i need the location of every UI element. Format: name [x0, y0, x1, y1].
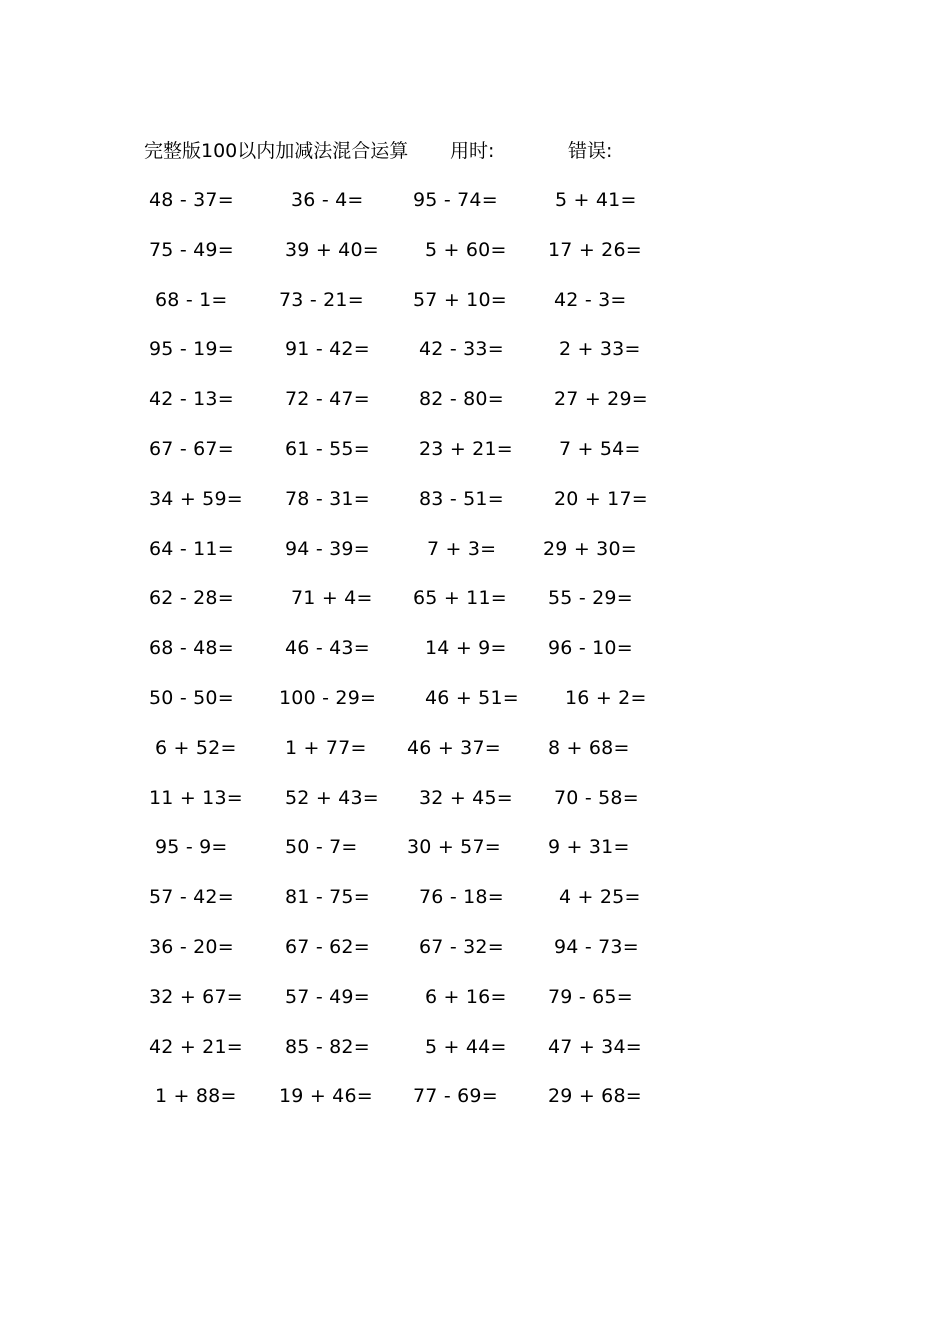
- math-problem: 85 - 82=: [285, 1035, 370, 1058]
- time-used-label: 用时:: [450, 140, 495, 162]
- problem-row: [0, 682, 950, 732]
- problem-row: [0, 831, 950, 881]
- error-count-label: 错误:: [568, 140, 613, 162]
- math-problem: 100 - 29=: [279, 686, 377, 709]
- math-problem: 1 + 77=: [285, 736, 367, 759]
- problem-row: [0, 632, 950, 682]
- math-problem: 67 - 62=: [285, 935, 370, 958]
- math-problem: 29 + 68=: [548, 1085, 642, 1108]
- math-problem: 57 - 49=: [285, 985, 370, 1008]
- math-problem: 57 + 10=: [413, 288, 507, 311]
- problem-row: [0, 981, 950, 1031]
- math-problem: 32 + 67=: [149, 985, 243, 1008]
- math-problem: 83 - 51=: [419, 487, 504, 510]
- problem-row: [0, 383, 950, 433]
- math-problem: 72 - 47=: [285, 388, 370, 411]
- math-problem: 2 + 33=: [559, 338, 641, 361]
- problem-grid: [0, 184, 950, 1130]
- math-problem: 36 - 4=: [291, 189, 364, 211]
- math-problem: 68 - 1=: [155, 288, 228, 311]
- math-problem: 1 + 88=: [155, 1085, 237, 1108]
- math-problem: 94 - 73=: [554, 935, 639, 958]
- math-problem: 9 + 31=: [548, 836, 630, 859]
- math-problem: 4 + 25=: [559, 886, 641, 909]
- problem-row: [0, 931, 950, 981]
- problem-row: [0, 1080, 950, 1130]
- problem-row: [0, 284, 950, 334]
- math-problem: 16 + 2=: [565, 686, 647, 709]
- math-problem: 11 + 13=: [149, 786, 243, 809]
- math-problem: 52 + 43=: [285, 786, 379, 809]
- math-problem: 68 - 48=: [149, 637, 234, 660]
- math-problem: 5 + 44=: [425, 1035, 507, 1058]
- math-problem: 73 - 21=: [279, 288, 364, 311]
- math-problem: 36 - 20=: [149, 935, 234, 958]
- math-problem: 42 - 33=: [419, 338, 504, 361]
- math-problem: 42 - 3=: [554, 288, 627, 311]
- math-problem: 95 - 19=: [149, 338, 234, 361]
- math-problem: 42 - 13=: [149, 388, 234, 411]
- math-problem: 95 - 74=: [413, 189, 498, 211]
- math-problem: 48 - 37=: [149, 189, 234, 211]
- math-problem: 64 - 11=: [149, 537, 234, 560]
- math-problem: 19 + 46=: [279, 1085, 373, 1108]
- math-problem: 39 + 40=: [285, 238, 379, 261]
- math-problem: 46 - 43=: [285, 637, 370, 660]
- worksheet-title: 完整版100以内加减法混合运算: [144, 140, 409, 162]
- math-problem: 65 + 11=: [413, 587, 507, 610]
- math-problem: 17 + 26=: [548, 238, 642, 261]
- math-problem: 55 - 29=: [548, 587, 633, 610]
- math-problem: 79 - 65=: [548, 985, 633, 1008]
- math-problem: 5 + 60=: [425, 238, 507, 261]
- math-problem: 7 + 3=: [427, 537, 497, 560]
- math-problem: 82 - 80=: [419, 388, 504, 411]
- math-problem: 32 + 45=: [419, 786, 513, 809]
- problem-row: [0, 184, 950, 234]
- math-problem: 96 - 10=: [548, 637, 633, 660]
- math-problem: 78 - 31=: [285, 487, 370, 510]
- math-problem: 34 + 59=: [149, 487, 243, 510]
- problem-row: [0, 433, 950, 483]
- math-problem: 77 - 69=: [413, 1085, 498, 1108]
- problem-row: [0, 483, 950, 533]
- math-problem: 95 - 9=: [155, 836, 228, 859]
- math-problem: 50 - 7=: [285, 836, 358, 859]
- problem-row: [0, 582, 950, 632]
- math-problem: 50 - 50=: [149, 686, 234, 709]
- problem-row: [0, 533, 950, 583]
- math-problem: 23 + 21=: [419, 437, 513, 460]
- math-problem: 14 + 9=: [425, 637, 507, 660]
- math-problem: 5 + 41=: [555, 189, 637, 211]
- math-problem: 20 + 17=: [554, 487, 648, 510]
- math-problem: 75 - 49=: [149, 238, 234, 261]
- math-problem: 46 + 51=: [425, 686, 519, 709]
- math-problem: 46 + 37=: [407, 736, 501, 759]
- problem-row: [0, 234, 950, 284]
- math-problem: 81 - 75=: [285, 886, 370, 909]
- problem-row: [0, 782, 950, 832]
- math-problem: 30 + 57=: [407, 836, 501, 859]
- math-problem: 62 - 28=: [149, 587, 234, 610]
- problem-row: [0, 881, 950, 931]
- math-problem: 57 - 42=: [149, 886, 234, 909]
- math-problem: 71 + 4=: [291, 587, 373, 610]
- math-problem: 70 - 58=: [554, 786, 639, 809]
- math-problem: 6 + 16=: [425, 985, 507, 1008]
- problem-row: [0, 333, 950, 383]
- math-problem: 7 + 54=: [559, 437, 641, 460]
- math-problem: 8 + 68=: [548, 736, 630, 759]
- math-problem: 29 + 30=: [543, 537, 637, 560]
- math-problem: 27 + 29=: [554, 388, 648, 411]
- math-problem: 67 - 67=: [149, 437, 234, 460]
- math-problem: 94 - 39=: [285, 537, 370, 560]
- math-problem: 91 - 42=: [285, 338, 370, 361]
- math-problem: 42 + 21=: [149, 1035, 243, 1058]
- problem-row: [0, 732, 950, 782]
- problem-row: [0, 1031, 950, 1081]
- math-problem: 6 + 52=: [155, 736, 237, 759]
- math-problem: 47 + 34=: [548, 1035, 642, 1058]
- math-problem: 61 - 55=: [285, 437, 370, 460]
- math-problem: 67 - 32=: [419, 935, 504, 958]
- math-problem: 76 - 18=: [419, 886, 504, 909]
